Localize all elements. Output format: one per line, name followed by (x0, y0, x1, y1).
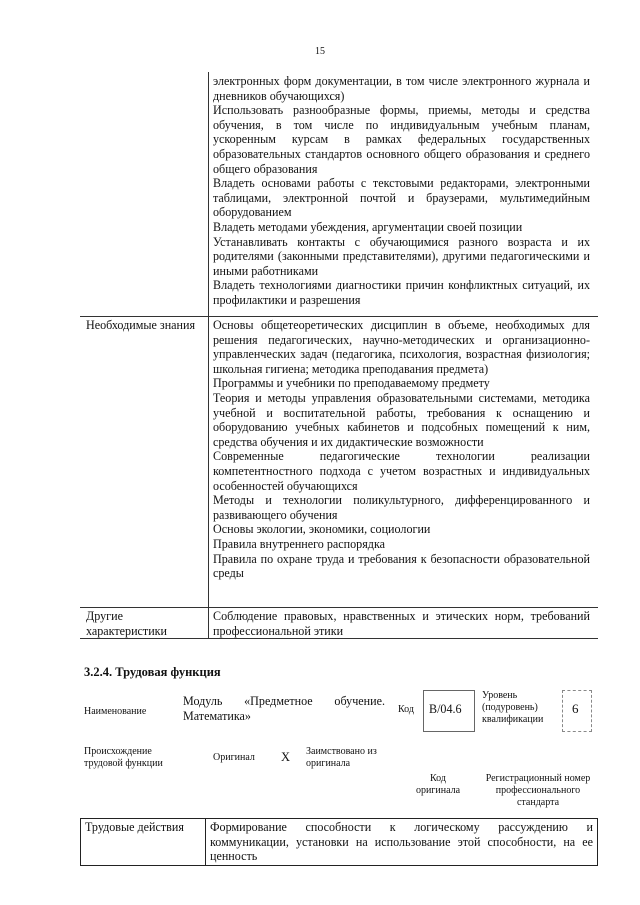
knowledge-item: Основы экологии, экономики, социологии (213, 522, 431, 537)
skill-item: Устанавливать контакты с обучающимися разного возраста и их родителями (законными представителями), другими педагогическими и иными работниками (213, 234, 590, 278)
skill-item: Владеть основами работы с текстовыми редакторами, электронными таблицами, электронной почтой и браузерами, мультимедийным оборудованием (213, 176, 590, 220)
skill-item: Использовать разнообразные формы, приемы, методы и средства обучения, в том числе по индивидуальным учебным планам, ускоренным курсам в рамках федеральных государственных образовательных стандартов основного общего образования и среднего общего образования (213, 103, 590, 176)
skill-item: Владеть технологиями диагностики причин конфликтных ситуаций, их профилактики и разрешения (213, 278, 590, 307)
knowledge-label: Необходимые знания (86, 318, 196, 332)
original-mark: X (281, 750, 291, 764)
skills-list (213, 74, 590, 308)
name-label: Наименование (84, 706, 147, 717)
knowledge-item: Программы и учебники по преподаваемому предмету (213, 376, 490, 391)
page-number: 15 (315, 46, 325, 57)
row-divider (80, 638, 598, 639)
section-title: 3.2.4. Трудовая функция (84, 665, 221, 679)
knowledge-item: Современные педагогические технологии реализации компетентностного подхода с учетом возрастных и индивидуальных особенностей обучающихся (213, 449, 590, 493)
skill-item: электронных форм документации, в том числе электронного журнала и дневников обучающихся) (213, 74, 590, 103)
column-divider (208, 72, 209, 638)
level-value: 6 (572, 701, 579, 716)
origin-label: Происхождение трудовой функции (84, 746, 163, 769)
other-label: Другие характеристики (86, 609, 168, 638)
level-label: Уровень (подуровень) квалификации (482, 690, 544, 725)
work-actions-label: Трудовые действия (81, 819, 206, 866)
borrowed-label: Заимствовано из оригинала (306, 746, 377, 769)
knowledge-item: Правила по охране труда и требования к безопасности образовательной среды (213, 551, 590, 581)
knowledge-item: Правила внутреннего распорядка (213, 536, 385, 551)
knowledge-item: Основы общетеоретических дисциплин в объеме, необходимых для решения педагогических, научно-методических и организационно-управленческих задач (педагогика, психология, возрастная физиология; школьная гигиена; методика преподавания предмета) (213, 318, 590, 376)
original-label: Оригинал (213, 752, 255, 763)
knowledge-item: Методы и технологии поликультурного, дифференцированного и развивающего обучения (213, 493, 590, 522)
orig-code-label: Код оригинала (415, 773, 461, 796)
row-divider (80, 316, 598, 317)
other-item: Соблюдение правовых, нравственных и этических норм, требований профессиональной этики (213, 609, 590, 638)
work-actions-text: Формирование способности к логическому рассуждению и коммуникации, установки на использование этой способности, на ее ценность (206, 819, 598, 866)
row-divider (80, 607, 598, 608)
skill-item: Владеть методами убеждения, аргументации своей позиции (213, 219, 523, 234)
knowledge-list (213, 318, 590, 581)
knowledge-item: Теория и методы управления образовательными системами, методика учебной и воспитательной работы, требования к оснащению и оборудованию учебных кабинетов и подсобных помещений к ним, средства обучения и их дидактические возможности (213, 390, 590, 449)
other-text (213, 609, 590, 638)
code-label: Код (398, 704, 414, 715)
code-value: В/04.6 (429, 702, 462, 716)
name-value: Модуль «Предметное обучение. Математика» (183, 694, 385, 723)
reg-num-label: Регистрационный номер профессионального стандарта (485, 773, 591, 808)
work-actions-table (80, 818, 598, 866)
table-row (81, 819, 598, 866)
